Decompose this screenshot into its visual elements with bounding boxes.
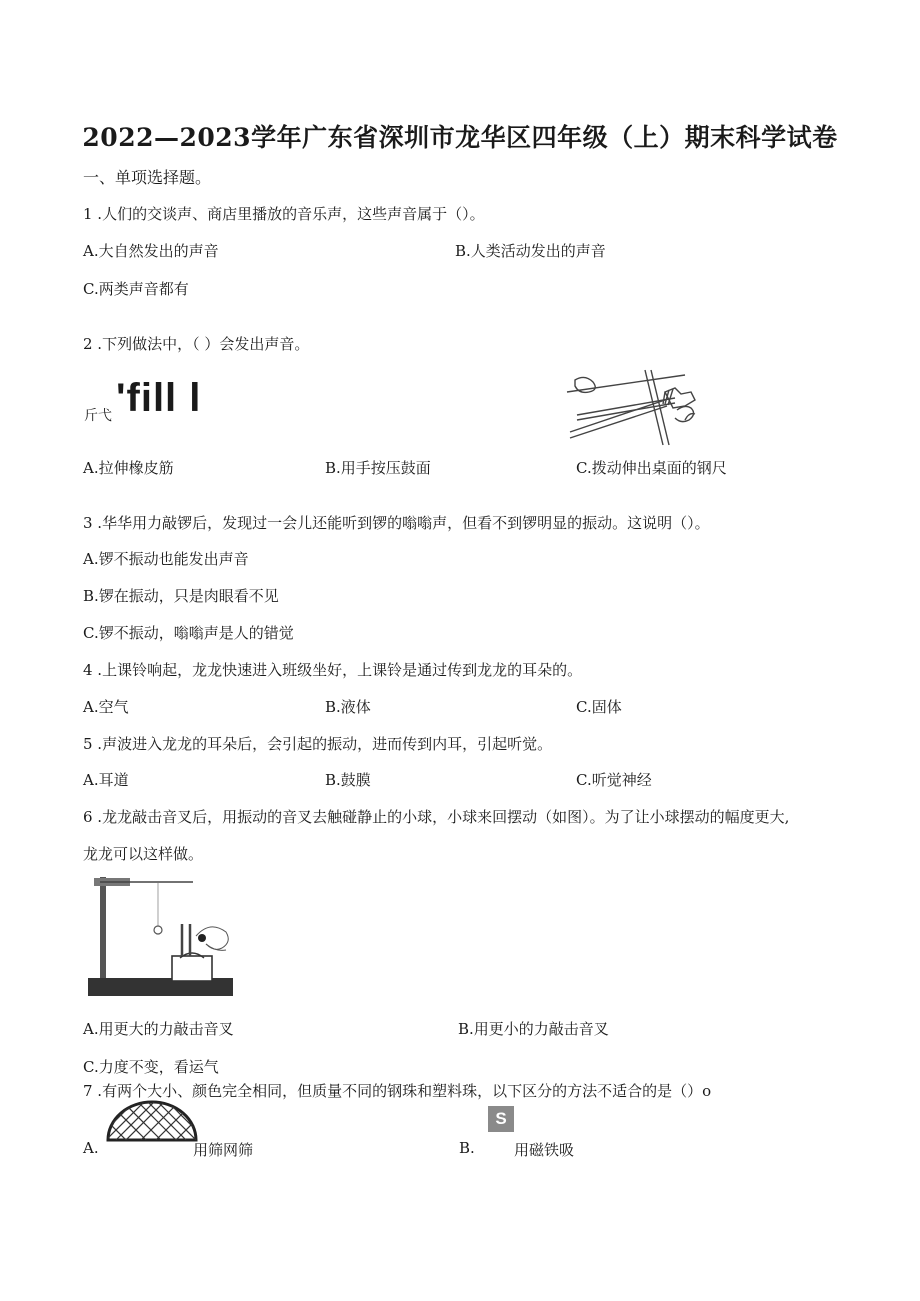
- q5-option-c[interactable]: C.听觉神经: [576, 771, 652, 789]
- question-2: 2 .下列做法中，（ ）会发出声音。: [83, 335, 310, 353]
- q1-option-a[interactable]: A.大自然发出的声音: [83, 242, 219, 260]
- q4-option-b[interactable]: B.液体: [325, 698, 371, 716]
- question-3: 3 .华华用力敲锣后，发现过一会儿还能听到锣的嗡嗡声，但看不到锣明显的振动。这说明（）。: [83, 514, 710, 532]
- q6-option-b[interactable]: B.用更小的力敲击音叉: [458, 1020, 609, 1038]
- q1-option-b[interactable]: B.人类活动发出的声音: [455, 242, 606, 260]
- steel-ruler-pluck-image: [565, 370, 705, 445]
- q7-option-b-text: 用磁铁吸: [514, 1141, 575, 1159]
- q5-option-b[interactable]: B.鼓膜: [325, 771, 371, 789]
- sieve-image: [106, 1100, 198, 1142]
- page-title: 2022—2023学年广东省深圳市龙华区四年级（上）期末科学试卷: [82, 123, 838, 152]
- q4-option-a[interactable]: A.空气: [83, 698, 129, 716]
- tuning-fork-pendulum-image: [88, 874, 233, 999]
- ocr-artifact-large: 'fill l: [116, 376, 202, 420]
- q7-option-a[interactable]: A.: [83, 1139, 99, 1157]
- q3-option-a[interactable]: A.锣不振动也能发出声音: [83, 550, 249, 568]
- question-5: 5 .声波进入龙龙的耳朵后，会引起的振动，进而传到内耳，引起听觉。: [83, 735, 553, 753]
- q7-option-b[interactable]: B.: [459, 1139, 475, 1157]
- magnet-icon: S: [488, 1106, 514, 1132]
- q2-option-b[interactable]: B.用手按压鼓面: [325, 459, 431, 477]
- question-6-line-2: 龙龙可以这样做。: [83, 845, 204, 863]
- q7-option-a-text: 用筛网筛: [193, 1141, 254, 1159]
- q1-option-c[interactable]: C.两类声音都有: [83, 280, 189, 298]
- q6-option-c[interactable]: C.力度不变，看运气: [83, 1058, 219, 1076]
- section-heading: 一、单项选择题。: [83, 168, 212, 187]
- q5-option-a[interactable]: A.耳道: [83, 771, 129, 789]
- q2-option-c[interactable]: C.拨动伸出桌面的钢尺: [576, 459, 727, 477]
- question-1: 1 .人们的交谈声、商店里播放的音乐声，这些声音属于（）。: [83, 205, 485, 223]
- q6-option-a[interactable]: A.用更大的力敲击音叉: [83, 1020, 234, 1038]
- q4-option-c[interactable]: C.固体: [576, 698, 622, 716]
- question-4: 4 .上课铃响起，龙龙快速进入班级坐好，上课铃是通过传到龙龙的耳朵的。: [83, 661, 583, 679]
- q3-option-c[interactable]: C.锣不振动，嗡嗡声是人的错觉: [83, 624, 294, 642]
- ocr-artifact-small: 斤弋: [84, 408, 112, 424]
- q2-option-a[interactable]: A.拉伸橡皮筋: [83, 459, 174, 477]
- question-6-line-1: 6 .龙龙敲击音叉后，用振动的音叉去触碰静止的小球，小球来回摆动（如图）。为了让小球摆动的幅度更大,: [83, 808, 790, 826]
- question-7: 7 .有两个大小、颜色完全相同，但质量不同的钢珠和塑料珠，以下区分的方法不适合的是（）o: [83, 1082, 712, 1100]
- q3-option-b[interactable]: B.锣在振动，只是肉眼看不见: [83, 587, 279, 605]
